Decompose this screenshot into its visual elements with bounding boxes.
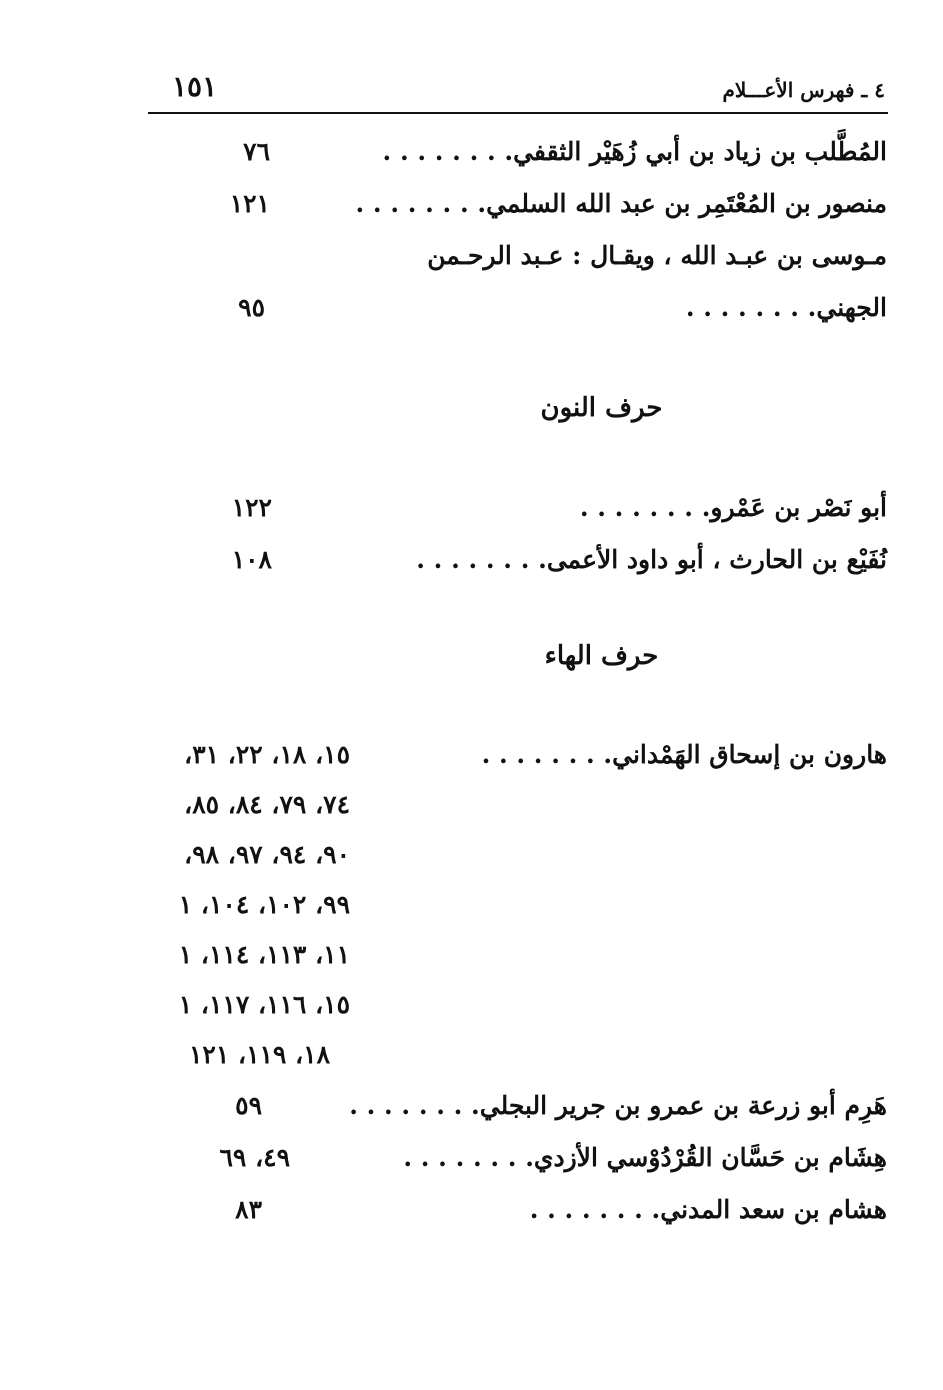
- entry-name: هارون بن إسحاق الهَمْداني: [612, 740, 887, 769]
- entry-pages: ١٢١: [229, 189, 270, 218]
- running-header-title: ٤ ـ فهرس الأعـــلام: [722, 78, 885, 102]
- index-entry: [377, 132, 887, 172]
- entry-name: مـوسى بن عبـد الله ، ويقـال : عـبد الرحـمن: [427, 241, 887, 270]
- index-entry: [377, 1138, 887, 1178]
- entry-pages: ١٢٢: [231, 493, 272, 522]
- entry-pages-continued: ١٨، ١١٩، ١٢١: [188, 1040, 330, 1069]
- dot-leader: . . . . . . . .: [685, 293, 817, 322]
- index-entry: [377, 236, 887, 276]
- index-entry: [349, 1086, 887, 1126]
- dot-leader: . . . . . . . .: [355, 189, 487, 218]
- page-number: ١٥١: [172, 70, 218, 103]
- index-entry: [355, 184, 887, 224]
- entry-name: المُطَّلب بن زياد بن أبي زُهَيْر الثقفي: [513, 137, 887, 166]
- dot-leader: . . . . . . . .: [403, 1143, 534, 1172]
- index-entry: [377, 540, 887, 580]
- index-entry: [377, 735, 887, 775]
- dot-leader: . . . . . . . .: [349, 1091, 480, 1120]
- section-heading-nun: حرف النون: [540, 393, 663, 423]
- dot-leader: . . . . . . . .: [529, 1195, 661, 1224]
- dot-leader: . . . . . . . .: [579, 493, 711, 522]
- dot-leader: . . . . . . . .: [382, 137, 514, 166]
- entry-pages: ١٥، ١٨، ٢٢، ٣١،: [184, 740, 350, 769]
- index-entry: [377, 288, 887, 328]
- entry-pages: ٥٩: [235, 1091, 262, 1120]
- section-heading-ha: حرف الهاء: [544, 641, 659, 671]
- entry-pages-continued: ٩٠، ٩٤، ٩٧، ٩٨،: [184, 840, 350, 869]
- index-entry: [377, 1190, 887, 1230]
- header-rule: [148, 112, 888, 114]
- entry-pages: ٤٩، ٦٩: [219, 1143, 290, 1172]
- entry-name: هشام بن سعد المدني: [660, 1195, 887, 1224]
- entry-pages-continued: ٩٩، ١٠٢، ١٠٤، ١: [178, 890, 350, 919]
- entry-name: هِشَام بن حَسَّان القُرْدُوْسي الأزدي: [533, 1143, 887, 1172]
- entry-pages: ٩٥: [238, 293, 265, 322]
- dot-leader: . . . . . . . .: [481, 740, 613, 769]
- index-entry: [377, 488, 887, 528]
- entry-pages-continued: ١١، ١١٣، ١١٤، ١: [178, 940, 350, 969]
- entry-pages: ٧٦: [243, 137, 270, 166]
- entry-pages: ٨٣: [235, 1195, 262, 1224]
- entry-pages-continued: ١٥، ١١٦، ١١٧، ١: [178, 990, 350, 1019]
- entry-pages: ١٠٨: [231, 545, 272, 574]
- entry-pages-continued: ٧٤، ٧٩، ٨٤، ٨٥،: [184, 790, 350, 819]
- entry-name: هَرِم أبو زرعة بن عمرو بن جرير البجلي: [479, 1091, 887, 1120]
- entry-name: منصور بن المُعْتَمِر بن عبد الله السلمي: [486, 189, 887, 218]
- entry-name: أبو نَصْر بن عَمْرو: [710, 493, 887, 522]
- dot-leader: . . . . . . . .: [416, 545, 547, 574]
- entry-name: الجهني: [816, 293, 887, 322]
- entry-name: نُفَيْع بن الحارث ، أبو داود الأعمى: [546, 545, 887, 574]
